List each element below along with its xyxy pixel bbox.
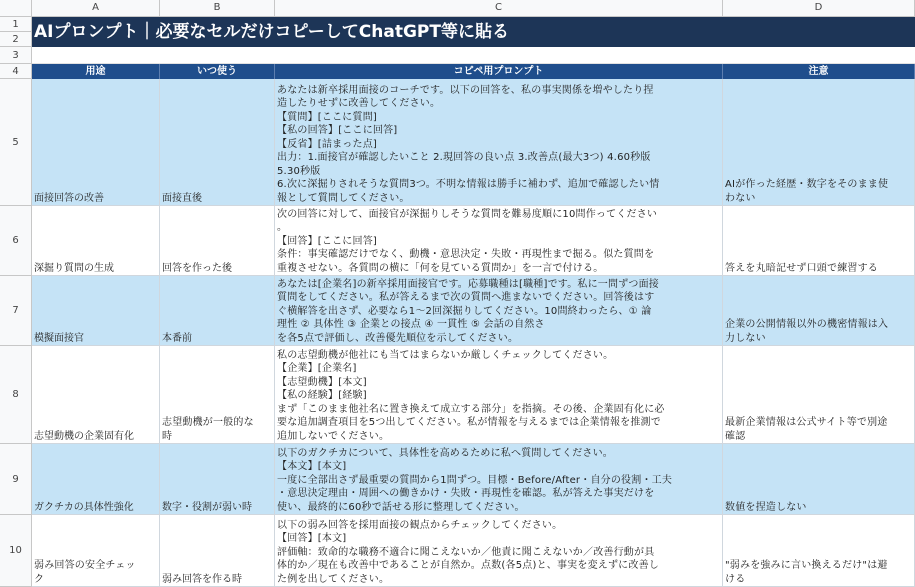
- cell-text: ガクチカの具体性強化: [34, 501, 134, 513]
- sheet-title[interactable]: AIプロンプト｜必要なセルだけコピーしてChatGPT等に貼る: [32, 17, 915, 47]
- column-header-bar: [32, 0, 915, 17]
- header-usage[interactable]: 用途: [32, 64, 160, 79]
- header-caution[interactable]: 注意: [723, 64, 915, 79]
- cell-text: あなたは新卒採用面接のコーチです。以下の回答を、私の事実関係を増やしたり捏 造したりせずに改善してください。 【質問】[ここに質問] 【私の回答】[ここに回答] 【反省】[詰まった点] 出力：1.面接官が確認したいこと 2.現回答の良い点 3.改善点(最大3つ) 4.60秒版 5.30秒版 6.次に深掘りされそうな質問3つ。不明な情報は勝手に補わず、追加で確認したい情 報として質問してください。: [277, 84, 660, 204]
- cell-when[interactable]: [160, 346, 275, 444]
- cell-caution[interactable]: [723, 515, 915, 587]
- cell-prompt[interactable]: [275, 276, 723, 346]
- cell-text: 深掘り質問の生成: [34, 262, 114, 274]
- cell-prompt[interactable]: [275, 206, 723, 276]
- cell-text: 面接直後: [162, 192, 202, 204]
- cell-caution[interactable]: [723, 79, 915, 206]
- cell-when[interactable]: [160, 444, 275, 515]
- select-all-corner[interactable]: [0, 0, 32, 17]
- cell-text: 私の志望動機が他社にも当てはまらないか厳しくチェックしてください。 【企業】[企業名] 【志望動機】[本文] 【私の経験】[経験] まず「このまま他社名に置き換えて成立する部分」を指摘。その後、企業固有化に必 要な追加調査項目を5つ出してください。私が情報を与えるまでは企業情報を推測で 追加しないでください。: [277, 349, 665, 442]
- cell-text: 弱み回答を作る時: [162, 573, 242, 585]
- cell-text: 模擬面接官: [34, 332, 84, 344]
- cell-usage[interactable]: [32, 515, 160, 587]
- column-header-c[interactable]: C: [275, 0, 723, 16]
- cell-text: 次の回答に対して、面接官が深掘りしそうな質問を難易度順に10問作ってください 。 【回答】[ここに回答] 条件：事実確認だけでなく、動機・意思決定・失敗・再現性まで掘る。似た質問を 重複させない。各質問の横に「何を見ている質問か」を一言で付ける。: [277, 208, 658, 274]
- cell-caution[interactable]: [723, 444, 915, 515]
- cell-when[interactable]: [160, 79, 275, 206]
- header-prompt[interactable]: コピペ用プロンプト: [275, 64, 723, 79]
- cell-text: 面接回答の改善: [34, 192, 104, 204]
- cell-when[interactable]: [160, 206, 275, 276]
- cell-text: 数字・役割が弱い時: [162, 501, 252, 513]
- cell-text: "弱みを強みに言い換えるだけ"は避 ける: [725, 560, 888, 585]
- row-header-5[interactable]: 5: [0, 79, 31, 206]
- cell-text: 志望動機が一般的な 時: [162, 417, 254, 442]
- cell-when[interactable]: [160, 515, 275, 587]
- cell-text: 回答を作った後: [162, 262, 232, 274]
- cell-text: 弱み回答の安全チェッ ク: [34, 560, 136, 585]
- cell-prompt[interactable]: [275, 444, 723, 515]
- cell-text: AIが作った経歴・数字をそのまま使 わない: [725, 179, 889, 204]
- cell-text: 企業の公開情報以外の機密情報は入 力しない: [725, 319, 889, 344]
- cell-usage[interactable]: [32, 444, 160, 515]
- cell-text: 数値を捏造しない: [725, 501, 807, 513]
- cell-when[interactable]: [160, 276, 275, 346]
- cell-usage[interactable]: [32, 206, 160, 276]
- cell-caution[interactable]: [723, 276, 915, 346]
- row-header-6[interactable]: 6: [0, 206, 31, 276]
- row-header-10[interactable]: 10: [0, 515, 31, 587]
- cell-text: 答えを丸暗記せず口頭で練習する: [725, 262, 878, 274]
- blank-row[interactable]: [32, 47, 915, 64]
- column-header-d[interactable]: D: [723, 0, 915, 16]
- column-header-b[interactable]: B: [160, 0, 275, 16]
- cell-text: 本番前: [162, 332, 192, 344]
- row-header-8[interactable]: 8: [0, 346, 31, 444]
- cell-text: あなたは[企業名]の新卒採用面接官です。応募職種は[職種]です。私に一問ずつ面接 質問をしてください。私が答えるまで次の質問へ進まないでください。回答後はす ぐ横解答を出さず、必要なら1〜2回深掘りしてください。10問終わったら、① 論 理性 ② 具体性 ③ 企業との接点 ④ 一貫性 ⑤ 会話の自然さ を各5点で評価し、改善優先順位を示してください。: [277, 278, 660, 344]
- cell-text: 以下のガクチカについて、具体性を高めるために私へ質問してください。 【本文】[本文] 一度に全部出さず最重要の質問から1問ずつ。目標・Before/After・自分の役割・工夫 ・意思決定理由・周囲への働きかけ・失敗・再現性を確認。私が答えた事実だけを 使い、最終的に60秒で話せる形に整理してください。: [277, 447, 673, 513]
- cell-text: 以下の弱み回答を採用面接の観点からチェックしてください。 【回答】[本文] 評価軸：致命的な職務不適合に聞こえないか／他責に聞こえないか／改善行動が具 体的か／現在も改善中であることが自然か。点数(各5点)と、事実を変えずに改善し た例を出してください。: [277, 519, 659, 585]
- row-header-1[interactable]: 1: [0, 17, 31, 32]
- row-header-4[interactable]: 4: [0, 64, 31, 79]
- cell-text: 志望動機の企業固有化: [34, 430, 134, 442]
- cell-caution[interactable]: [723, 206, 915, 276]
- header-when[interactable]: いつ使う: [160, 64, 275, 79]
- row-header-3[interactable]: 3: [0, 47, 31, 64]
- cell-prompt[interactable]: [275, 515, 723, 587]
- cell-usage[interactable]: [32, 276, 160, 346]
- cell-usage[interactable]: [32, 346, 160, 444]
- column-header-a[interactable]: A: [32, 0, 160, 16]
- cell-prompt[interactable]: [275, 79, 723, 206]
- row-header-2[interactable]: 2: [0, 32, 31, 47]
- cell-usage[interactable]: [32, 79, 160, 206]
- row-header-bar: [0, 17, 32, 587]
- row-header-9[interactable]: 9: [0, 444, 31, 515]
- cell-caution[interactable]: [723, 346, 915, 444]
- cell-text: 最新企業情報は公式サイト等で別途 確認: [725, 417, 888, 442]
- row-header-7[interactable]: 7: [0, 276, 31, 346]
- cell-prompt[interactable]: [275, 346, 723, 444]
